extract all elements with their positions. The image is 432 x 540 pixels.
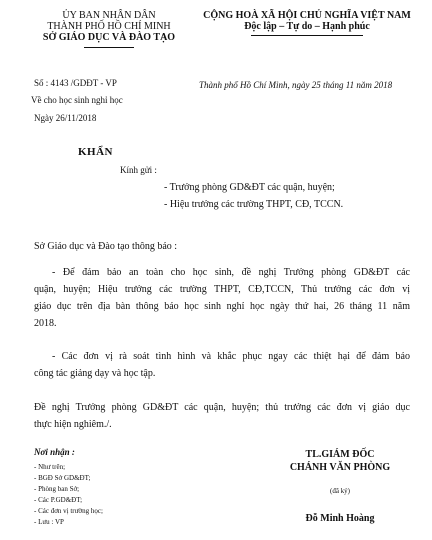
signature-title-2: CHÁNH VĂN PHÒNG bbox=[289, 462, 391, 473]
distribution-title: Nơi nhận : bbox=[34, 447, 75, 457]
country-name: CỘNG HOÀ XÃ HỘI CHỦ NGHĨA VIỆT NAM bbox=[203, 10, 411, 21]
national-motto: Độc lập – Tự do – Hạnh phúc bbox=[244, 21, 370, 32]
closing-paragraph bbox=[34, 399, 410, 433]
distribution-item: - BGĐ Sở GD&ĐT; bbox=[34, 474, 91, 482]
distribution-item: - Các P.GD&ĐT; bbox=[34, 496, 83, 504]
document-issued-date: Ngày 26/11/2018 bbox=[34, 113, 97, 123]
agency-line-2: THÀNH PHỐ HỒ CHÍ MINH bbox=[47, 21, 171, 32]
distribution-item: - Các đơn vị trường học; bbox=[34, 507, 103, 515]
closing-line-2: thực hiện nghiêm./. bbox=[34, 419, 112, 430]
distribution-item: - Như trên; bbox=[34, 463, 66, 471]
distribution-item: - Phòng ban Sở; bbox=[34, 485, 80, 493]
paragraph-2 bbox=[34, 348, 410, 382]
recipient-2: - Hiệu trưởng các trường THPT, CĐ, TCCN. bbox=[164, 199, 344, 210]
motto-underline bbox=[251, 35, 363, 36]
paragraph-1-line-2: quận, huyện; Hiệu trưởng các trường THPT, CĐ,TCCN, Thủ trưởng các đơn vị bbox=[34, 284, 410, 295]
recipient-1: - Trưởng phòng GD&ĐT các quận, huyện; bbox=[164, 182, 335, 193]
greeting: Kính gửi : bbox=[120, 165, 157, 175]
signed-note: (đã ký) bbox=[329, 487, 351, 495]
agency-underline bbox=[84, 47, 134, 48]
document-number: Số : 4143 /GDĐT - VP bbox=[34, 78, 117, 88]
paragraph-1-line-4: 2018. bbox=[34, 318, 57, 329]
signature-title-1: TL.GIÁM ĐỐC bbox=[305, 449, 375, 460]
paragraph-1-line-1: - Để đảm bảo an toàn cho học sinh, đề nghị Trưởng phòng GD&ĐT các bbox=[52, 267, 410, 278]
paragraph-2-line-2: công tác giảng dạy và học tập. bbox=[34, 368, 156, 379]
place-and-date: Thành phố Hồ Chí Minh, ngày 25 tháng 11 năm 2018 bbox=[199, 80, 393, 90]
closing-line-1: Đề nghị Trưởng phòng GD&ĐT các quận, huyện; thủ trưởng các đơn vị giáo dục bbox=[34, 402, 410, 413]
distribution-item: - Lưu : VP bbox=[34, 518, 64, 526]
paragraph-1 bbox=[34, 264, 410, 332]
paragraph-1-line-3: giáo dục trên địa bàn thông báo học sinh nghỉ học ngày thứ hai, 26 tháng 11 năm bbox=[34, 301, 410, 312]
intro-line: Sở Giáo dục và Đào tạo thông báo : bbox=[34, 241, 178, 252]
document-subject: Về cho học sinh nghỉ học bbox=[31, 95, 123, 105]
signer-name: Đỗ Minh Hoàng bbox=[305, 513, 375, 524]
paragraph-2-line-1: - Các đơn vị rà soát tình hình và khắc phục ngay các thiệt hại để đảm bảo bbox=[52, 351, 410, 362]
agency-line-3: SỞ GIÁO DỤC VÀ ĐÀO TẠO bbox=[42, 32, 176, 43]
urgency-label: KHẨN bbox=[78, 146, 113, 158]
agency-line-1: ỦY BAN NHÂN DÂN bbox=[62, 10, 156, 21]
